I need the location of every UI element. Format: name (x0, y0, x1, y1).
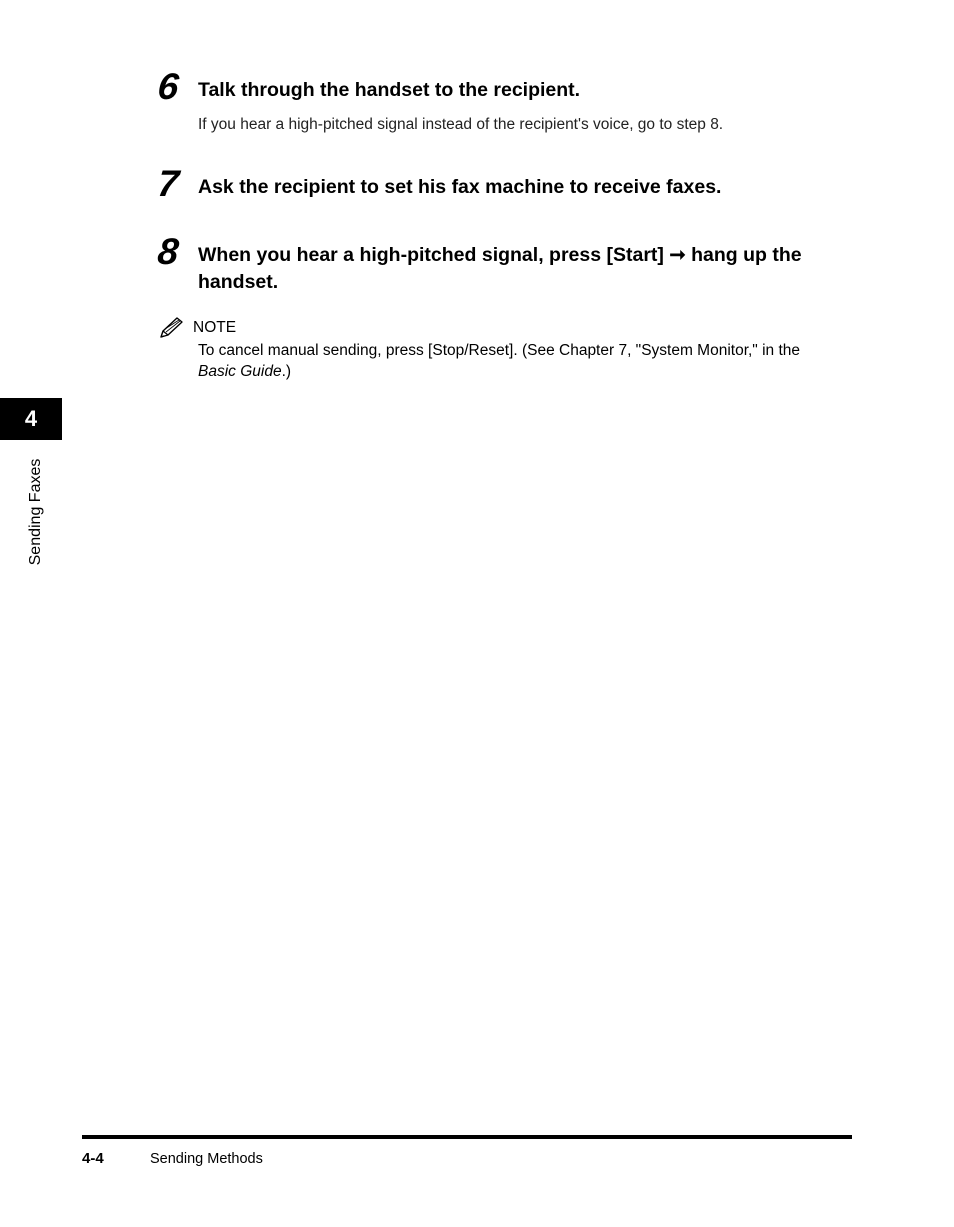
footer-section-title: Sending Methods (150, 1151, 263, 1167)
note-text (198, 340, 858, 382)
step-6-body: If you hear a high-pitched signal instead of the recipient's voice, go to step 8. (198, 116, 724, 133)
right-arrow-icon: ➞ (669, 244, 686, 266)
step-6-number: 6 (155, 66, 181, 107)
step-8-title-part2: hang up the handset. (198, 244, 802, 293)
note-text-part2: .) (281, 363, 292, 380)
page-number: 4-4 (82, 1150, 104, 1167)
step-8-number: 8 (155, 231, 181, 272)
step-8-title-part1: When you hear a high-pitched signal, press [Start] (198, 244, 664, 266)
footer-rule (82, 1135, 852, 1139)
note-label: NOTE (193, 319, 237, 336)
note-book-title: Basic Guide (198, 363, 282, 380)
note-text-part1: To cancel manual sending, press [Stop/Reset]. (See Chapter 7, "System Monitor," in the (198, 342, 801, 359)
chapter-title-vertical: Sending Faxes (27, 458, 44, 566)
pencil-icon (158, 316, 186, 340)
step-7-title: Ask the recipient to set his fax machine to receive faxes. (198, 176, 722, 198)
step-7-number: 7 (155, 163, 181, 204)
step-8-title (198, 242, 858, 296)
step-6-title: Talk through the handset to the recipient. (198, 79, 581, 101)
chapter-tab: 4 (0, 398, 62, 440)
